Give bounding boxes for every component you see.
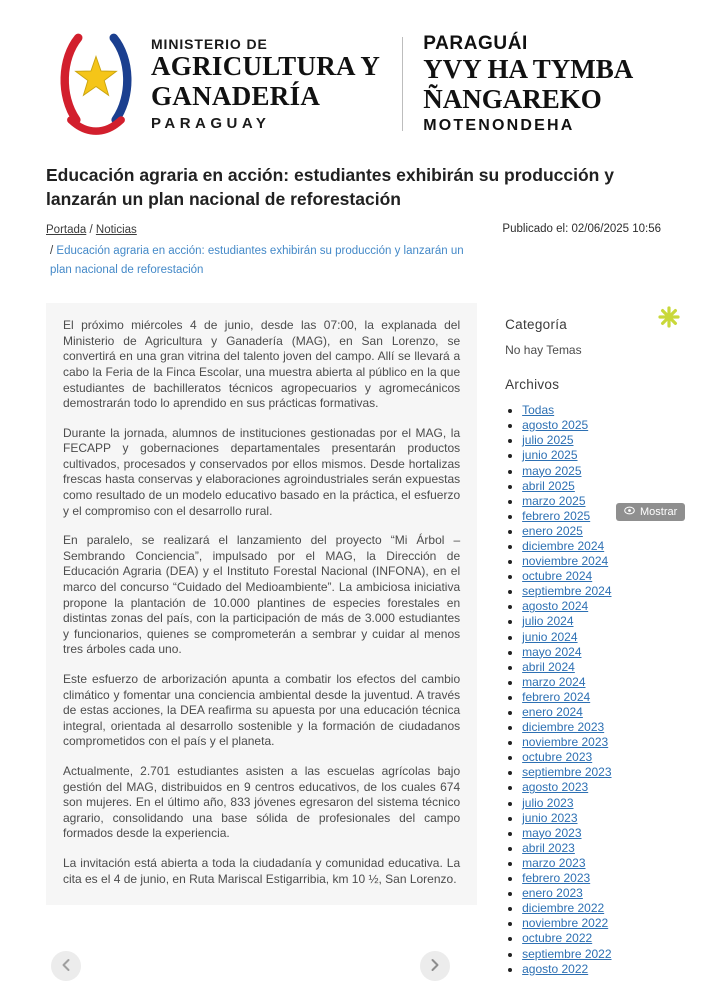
archive-list-item — [522, 554, 661, 569]
carousel-prev-button[interactable] — [51, 951, 81, 981]
archive-link[interactable]: marzo 2024 — [522, 674, 586, 689]
tooltip-label: Mostrar — [640, 506, 678, 518]
header-divider — [402, 37, 403, 131]
archive-link[interactable]: agosto 2022 — [522, 961, 589, 976]
archive-list-item — [522, 464, 661, 479]
archive-list-item — [522, 705, 661, 720]
archive-link[interactable]: mayo 2024 — [522, 644, 582, 659]
archive-list-item — [522, 841, 661, 856]
archive-link[interactable]: mayo 2023 — [522, 825, 582, 840]
archive-link[interactable]: marzo 2023 — [522, 855, 586, 870]
ministry-line-3: GANADERÍA — [151, 80, 321, 111]
archive-list-item — [522, 448, 661, 463]
eye-icon — [624, 506, 635, 518]
archive-link[interactable]: enero 2024 — [522, 705, 583, 719]
archives-heading: Archivos — [505, 377, 560, 393]
archive-link[interactable]: julio 2025 — [522, 433, 574, 448]
site-header — [0, 0, 707, 138]
archive-link[interactable]: octubre 2024 — [522, 569, 593, 584]
archive-list-item — [522, 630, 661, 645]
archive-list-item — [522, 750, 661, 765]
archive-list-item — [522, 479, 661, 494]
archive-list-item — [522, 584, 661, 599]
archive-link[interactable]: febrero 2024 — [522, 689, 591, 704]
ministry-name-block — [151, 36, 380, 132]
archive-link[interactable]: Todas — [522, 403, 555, 418]
archive-link[interactable]: abril 2025 — [522, 478, 575, 493]
archive-link[interactable]: junio 2025 — [522, 448, 578, 463]
archive-list-item — [522, 539, 661, 554]
archive-list-item — [522, 916, 661, 931]
archive-link[interactable]: septiembre 2022 — [522, 946, 612, 961]
archive-link[interactable]: agosto 2025 — [522, 418, 589, 433]
carousel-next-button[interactable] — [420, 951, 450, 981]
archive-list-item — [522, 962, 661, 977]
archive-link[interactable]: diciembre 2022 — [522, 901, 605, 916]
archive-link[interactable]: abril 2024 — [522, 659, 575, 674]
archive-link[interactable]: junio 2024 — [522, 629, 578, 644]
chevron-right-icon — [430, 958, 440, 975]
archive-list-item — [522, 826, 661, 841]
archive-link[interactable]: julio 2024 — [522, 614, 574, 629]
archive-list-item — [522, 765, 661, 780]
archive-link[interactable]: agosto 2024 — [522, 599, 589, 614]
archive-link[interactable]: octubre 2022 — [522, 931, 593, 946]
article-paragraph: En paralelo, se realizará el lanzamiento del proyecto “Mi Árbol – Sembrando Conciencia”, impulsado por el MAG, la Dirección de Educación Agraria (DEA) y el Instituto Forestal Nacional (INFONA), en el marco del concurso “Cuidado del Medioambiente”. La ambiciosa iniciativa propone la plantación de 10.000 plantines de especies forestales en distintas zonas del país, con la participación de más de 3.000 estudiantes y funcionarios, quienes se comprometerán a sembrar y cuidar al menos tres árboles cada uno. — [63, 533, 461, 657]
archive-list-item — [522, 931, 661, 946]
article-paragraph: El próximo miércoles 4 de junio, desde las 07:00, la explanada del Ministerio de Agricultura y Ganadería (MAG), en San Lorenzo, se convertirá en una gran vitrina del talento joven del campo. Allí se llevará a cabo la Feria de la Finca Escolar, una muestra abierta al público en la que estudiantes de bachilleratos técnicos agropecuarios y agromecánicos demostrarán todo lo aprendido en sus prácticas formativas. — [63, 318, 461, 411]
archive-list-item — [522, 569, 661, 584]
archive-list-item — [522, 811, 661, 826]
guarani-line-2: YVY HA TYMBA — [423, 54, 634, 85]
archive-list-item — [522, 947, 661, 962]
archive-link[interactable]: noviembre 2022 — [522, 916, 609, 931]
archive-list-item — [522, 901, 661, 916]
guarani-line-1: PARAGUÁI — [423, 33, 528, 55]
archive-link[interactable]: julio 2023 — [522, 795, 574, 810]
archive-list-item — [522, 796, 661, 811]
archive-list-item — [522, 871, 661, 886]
article-paragraph: La invitación está abierta a toda la ciudadanía y comunidad educativa. La cita es el 4 de junio, en Ruta Mariscal Estigarribia, km 10 ½, San Lorenzo. — [63, 855, 461, 886]
content-row — [46, 303, 661, 977]
guarani-line-4: MOTENONDEHA — [423, 116, 575, 134]
category-empty-text: No hay Temas — [505, 343, 582, 358]
guarani-line-3: ÑANGAREKO — [423, 83, 602, 114]
archive-list-item — [522, 720, 661, 735]
archive-link[interactable]: mayo 2025 — [522, 463, 582, 478]
breadcrumb-link-portada[interactable]: Portada — [46, 224, 87, 237]
archive-list-item — [522, 690, 661, 705]
archive-list-item — [522, 780, 661, 795]
archive-link[interactable]: diciembre 2023 — [522, 720, 605, 735]
archive-link[interactable]: septiembre 2024 — [522, 584, 612, 599]
archive-link[interactable]: febrero 2025 — [522, 508, 591, 523]
article-paragraph: Este esfuerzo de arborización apunta a combatir los efectos del cambio climático y fomentar una conciencia ambiental desde la juventud. A través de estas acciones, la DEA reafirma su apuesta por una educación técnica integral, orientada al desarrollo sostenible y la formación de ciudadanos comprometidos con el país y el planeta. — [63, 672, 461, 749]
coat-of-arms-logo — [54, 30, 138, 138]
archive-list-item — [522, 614, 661, 629]
sidebar — [505, 303, 661, 977]
article-body — [46, 303, 477, 905]
archive-link[interactable]: noviembre 2024 — [522, 554, 609, 569]
archive-link[interactable]: octubre 2023 — [522, 750, 593, 765]
page-title: Educación agraria en acción: estudiantes exhibirán su producción y lanzarán un plan nacional de reforestación — [46, 165, 614, 209]
archive-list-item — [522, 735, 661, 750]
archive-list-item — [522, 433, 661, 448]
ministry-country: PARAGUAY — [151, 115, 271, 133]
archive-link[interactable]: diciembre 2024 — [522, 538, 605, 553]
archive-list-item — [522, 645, 661, 660]
show-tooltip[interactable] — [616, 503, 685, 521]
asterisk-icon — [658, 316, 680, 331]
guarani-name-block — [423, 33, 633, 134]
ministry-line-2: AGRICULTURA Y — [151, 50, 381, 81]
category-heading: Categoría — [505, 317, 568, 333]
archive-list-item — [522, 660, 661, 675]
ministry-line-1: MINISTERIO DE — [151, 35, 268, 52]
archive-link[interactable]: noviembre 2023 — [522, 735, 609, 750]
archive-list-item — [522, 886, 661, 901]
archive-list-item — [522, 418, 661, 433]
main-content — [0, 164, 707, 977]
archive-link[interactable]: agosto 2023 — [522, 780, 589, 795]
breadcrumb-separator: / — [50, 244, 54, 257]
breadcrumb — [46, 221, 486, 279]
breadcrumb-separator: / — [89, 224, 93, 237]
article-meta-row — [46, 221, 661, 279]
archive-link[interactable]: enero 2025 — [522, 523, 583, 538]
article-paragraph: Actualmente, 2.701 estudiantes asisten a las escuelas agrícolas bajo gestión del MAG, distribuidos en 9 centros educativos, de los cuales 674 son mujeres. En el último año, 833 jóvenes egresaron del sistema técnico agrario, consolidando una base sólida de profesionales del campo formados desde la experiencia. — [63, 763, 461, 841]
accessibility-widget-button[interactable] — [657, 306, 681, 330]
archive-link[interactable]: abril 2023 — [522, 840, 575, 855]
archive-link[interactable]: febrero 2023 — [522, 871, 591, 886]
breadcrumb-link-noticias[interactable]: Noticias — [95, 224, 137, 237]
archive-list-item — [522, 856, 661, 871]
archive-link[interactable]: marzo 2025 — [522, 493, 586, 508]
archive-link[interactable]: junio 2023 — [522, 810, 578, 825]
published-date: Publicado el: 02/06/2025 10:56 — [502, 223, 661, 236]
archive-list-item — [522, 403, 661, 418]
breadcrumb-row-1 — [46, 221, 486, 240]
article-paragraph: Durante la jornada, alumnos de instituciones gestionadas por el MAG, la FECAPP y gobernaciones departamentales presentarán productos cultivados, procesados y conservados por ellos mismos. Desde hortalizas frescas hasta conservas y elaboraciones agroindustriales serán expuestas como resultado de un modelo educativo basado en la práctica, el esfuerzo y el compromiso con el desarrollo rural. — [63, 425, 461, 518]
archive-list-item — [522, 675, 661, 690]
archives-list — [505, 403, 661, 977]
breadcrumb-row-2 — [46, 242, 486, 279]
archive-link[interactable]: septiembre 2023 — [522, 765, 612, 780]
archive-list-item — [522, 599, 661, 614]
archive-list-item — [522, 524, 661, 539]
chevron-left-icon — [61, 958, 71, 975]
breadcrumb-current[interactable]: Educación agraria en acción: estudiantes exhibirán su producción y lanzarán un plan nacional de reforestación — [50, 244, 464, 276]
archive-link[interactable]: enero 2023 — [522, 886, 583, 901]
